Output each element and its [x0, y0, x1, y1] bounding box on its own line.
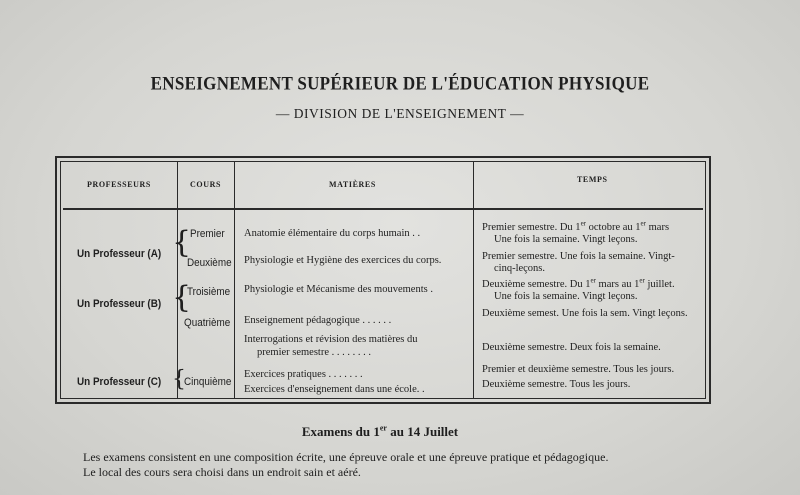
exams-text-line-1: Les examens consistent en une composition écrite, une épreuve orale et une épreuve pratique et pédagogique. — [83, 450, 609, 464]
header-temps: TEMPS — [577, 175, 608, 184]
temps-5: Deuxième semestre. Deux fois la semaine. — [482, 342, 661, 353]
matiere-1: Anatomie élémentaire du corps humain . . — [244, 228, 421, 239]
professor-a: Un Professeur (A) — [77, 248, 162, 260]
course-quatrieme: Quatrième — [184, 317, 231, 329]
brace-c: { — [172, 367, 186, 392]
matiere-7: Exercices d'enseignement dans une école. . — [244, 384, 425, 395]
temps-1-cont: Une fois la semaine. Vingt leçons. — [494, 234, 638, 245]
course-deuxieme: Deuxième — [187, 257, 232, 269]
temps-7: Deuxième semestre. Tous les jours. — [482, 379, 631, 390]
matiere-5: Interrogations et révision des matières du — [244, 334, 418, 345]
column-divider — [473, 162, 474, 398]
temps-3-cont: Une fois la semaine. Vingt leçons. — [494, 291, 638, 302]
course-troisieme: Troisième — [187, 286, 231, 298]
course-premier: Premier — [190, 228, 225, 240]
brace-b: { — [172, 280, 192, 315]
temps-6: Premier et deuxième semestre. Tous les jours. — [482, 364, 675, 375]
temps-2: Premier semestre. Une fois la semaine. Vingt- — [482, 251, 675, 262]
matiere-2: Physiologie et Hygiène des exercices du corps. — [244, 255, 442, 266]
brace-a: { — [172, 225, 192, 260]
matiere-5-cont: premier semestre . . . . . . . . — [257, 347, 372, 358]
page-subtitle: — DIVISION DE L'ENSEIGNEMENT — — [275, 106, 525, 121]
matiere-4: Enseignement pédagogique . . . . . . — [244, 315, 392, 326]
professor-b: Un Professeur (B) — [77, 298, 162, 310]
page-title: ENSEIGNEMENT SUPÉRIEUR DE L'ÉDUCATION PHYSIQUE — [150, 72, 650, 95]
header-rule — [63, 208, 703, 210]
temps-3: Deuxième semestre. Du 1er mars au 1er juillet. — [482, 276, 675, 290]
column-divider — [234, 162, 235, 398]
exams-title: Examens du 1er au 14 Juillet — [301, 423, 459, 439]
header-professeurs: PROFESSEURS — [87, 180, 151, 189]
temps-4: Deuxième semest. Une fois la sem. Vingt leçons. — [482, 308, 688, 319]
matiere-3: Physiologie et Mécanisme des mouvements . — [244, 284, 433, 295]
temps-1: Premier semestre. Du 1er octobre au 1er mars — [482, 219, 670, 233]
schedule-table — [55, 156, 711, 404]
header-cours: COURS — [190, 180, 222, 189]
matiere-6: Exercices pratiques . . . . . . . — [244, 369, 363, 380]
course-cinquieme: Cinquième — [184, 376, 232, 388]
temps-2-cont: cinq-leçons. — [494, 263, 546, 274]
exams-text-line-2: Le local des cours sera choisi dans un endroit sain et aéré. — [83, 465, 361, 479]
professor-c: Un Professeur (C) — [77, 376, 162, 388]
header-matieres: MATIÈRES — [329, 180, 376, 189]
